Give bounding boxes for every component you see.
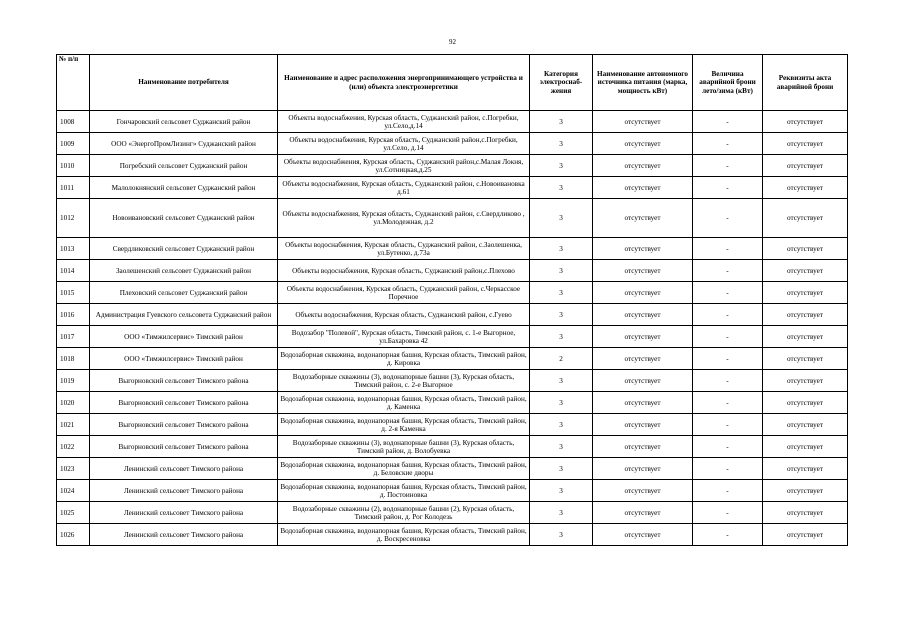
cell-reserve: - <box>693 458 763 480</box>
cell-num: 1013 <box>57 238 90 260</box>
cell-consumer: Ленинский сельсовет Тимского района <box>90 480 278 502</box>
cell-object: Объекты водоснабжения, Курская область, Суджанский район, с.Свердликово , ул.Молодежная, д.2 <box>278 199 530 238</box>
cell-object: Водозабор "Полевой", Курская область, Тимский район, с. 1-е Выгорное, ул.Бахаровка 42 <box>278 326 530 348</box>
cell-num: 1019 <box>57 370 90 392</box>
cell-object: Водозаборная скважина, водонапорная башня, Курская область, Тимский район, д. Каменка <box>278 392 530 414</box>
cell-object: Объекты водоснабжения, Курская область, Суджанский район, с.Черкасское Поречное <box>278 282 530 304</box>
cell-consumer: Выгорновский сельсовет Тимского района <box>90 392 278 414</box>
cell-act: отсутствует <box>763 199 848 238</box>
cell-consumer: Выгорновский сельсовет Тимского района <box>90 370 278 392</box>
table-row <box>57 282 848 304</box>
cell-source: отсутствует <box>593 304 693 326</box>
cell-object: Объекты водоснабжения, Курская область, Суджанский район, с.Новоивановка д.61 <box>278 177 530 199</box>
cell-act: отсутствует <box>763 436 848 458</box>
cell-category: 3 <box>530 436 593 458</box>
cell-reserve: - <box>693 155 763 177</box>
cell-act: отсутствует <box>763 414 848 436</box>
cell-num: 1020 <box>57 392 90 414</box>
table-row <box>57 260 848 282</box>
table-row <box>57 414 848 436</box>
table-row <box>57 370 848 392</box>
cell-object: Водозаборная скважина, водонапорная башня, Курская область, Тимский район, д. Воскресеновка <box>278 524 530 546</box>
cell-reserve: - <box>693 370 763 392</box>
table-row <box>57 326 848 348</box>
cell-source: отсутствует <box>593 177 693 199</box>
header-category: Категория электроснаб-жения <box>530 55 593 111</box>
cell-source: отсутствует <box>593 458 693 480</box>
table-row <box>57 238 848 260</box>
cell-num: 1009 <box>57 133 90 155</box>
cell-source: отсутствует <box>593 155 693 177</box>
table-row <box>57 392 848 414</box>
table-row <box>57 155 848 177</box>
table-row <box>57 480 848 502</box>
cell-consumer: Заолешенский сельсовет Суджанский район <box>90 260 278 282</box>
cell-num: 1023 <box>57 458 90 480</box>
cell-object: Объекты водоснабжения, Курская область, Суджанский район,с.Погребки, ул.Село, д.14 <box>278 133 530 155</box>
cell-num: 1015 <box>57 282 90 304</box>
cell-act: отсутствует <box>763 260 848 282</box>
header-source: Наименование автономного источника питания (марка, мощность кВт) <box>593 55 693 111</box>
cell-source: отсутствует <box>593 238 693 260</box>
cell-consumer: Выгорновский сельсовет Тимского района <box>90 414 278 436</box>
header-reserve: Величина аварийной брони лето/зима (кВт) <box>693 55 763 111</box>
cell-act: отсутствует <box>763 177 848 199</box>
cell-source: отсутствует <box>593 392 693 414</box>
cell-source: отсутствует <box>593 326 693 348</box>
cell-category: 3 <box>530 133 593 155</box>
cell-act: отсутствует <box>763 238 848 260</box>
cell-num: 1008 <box>57 111 90 133</box>
cell-consumer: ООО «Тимжилсервис» Тимский район <box>90 326 278 348</box>
cell-reserve: - <box>693 238 763 260</box>
cell-consumer: Администрация Гуевского сельсовета Суджанский район <box>90 304 278 326</box>
cell-consumer: Выгорновский сельсовет Тимского района <box>90 436 278 458</box>
cell-reserve: - <box>693 199 763 238</box>
cell-act: отсутствует <box>763 133 848 155</box>
cell-source: отсутствует <box>593 502 693 524</box>
cell-consumer: Погребский сельсовет Суджанский район <box>90 155 278 177</box>
cell-category: 3 <box>530 304 593 326</box>
cell-object: Водозаборная скважина, водонапорная башня, Курская область, Тимский район, д. Постоиновка <box>278 480 530 502</box>
cell-object: Объекты водоснабжения, Курская область, Суджанский район,с.Плехово <box>278 260 530 282</box>
cell-num: 1021 <box>57 414 90 436</box>
cell-source: отсутствует <box>593 260 693 282</box>
cell-source: отсутствует <box>593 348 693 370</box>
cell-num: 1011 <box>57 177 90 199</box>
table-row <box>57 111 848 133</box>
cell-object: Объекты водоснабжения, Курская область, Суджанский район,с.Малая Локня, ул.Сотницкая,д.25 <box>278 155 530 177</box>
cell-category: 3 <box>530 458 593 480</box>
cell-consumer: ООО «ЭнергоПромЛизинг» Суджанский район <box>90 133 278 155</box>
cell-consumer: Гончаровский сельсовет Суджанский район <box>90 111 278 133</box>
cell-category: 3 <box>530 414 593 436</box>
cell-consumer: Ленинский сельсовет Тимского района <box>90 458 278 480</box>
cell-num: 1024 <box>57 480 90 502</box>
cell-consumer: Ленинский сельсовет Тимского района <box>90 524 278 546</box>
cell-num: 1014 <box>57 260 90 282</box>
cell-act: отсутствует <box>763 282 848 304</box>
cell-source: отсутствует <box>593 199 693 238</box>
table-row <box>57 133 848 155</box>
table-row <box>57 458 848 480</box>
cell-category: 3 <box>530 502 593 524</box>
cell-reserve: - <box>693 480 763 502</box>
cell-reserve: - <box>693 436 763 458</box>
cell-object: Объекты водоснабжения, Курская область, Суджанский район, с.Заолешенка, ул.Бутенко, д.73а <box>278 238 530 260</box>
cell-source: отсутствует <box>593 111 693 133</box>
cell-category: 3 <box>530 282 593 304</box>
table-header-row <box>57 55 848 111</box>
cell-object: Водозаборные скважины (3), водонапорные башни (3), Курская область, Тимский район, с. 2-е Выгорное <box>278 370 530 392</box>
cell-act: отсутствует <box>763 326 848 348</box>
table-row <box>57 436 848 458</box>
cell-num: 1010 <box>57 155 90 177</box>
cell-category: 3 <box>530 199 593 238</box>
cell-object: Объекты водоснабжения, Курская область, Суджанский район, с.Гуево <box>278 304 530 326</box>
cell-reserve: - <box>693 111 763 133</box>
table-body <box>57 111 848 546</box>
cell-reserve: - <box>693 282 763 304</box>
cell-reserve: - <box>693 326 763 348</box>
cell-consumer: Малолокнянский сельсовет Суджанский район <box>90 177 278 199</box>
cell-consumer: Свердликовский сельсовет Суджанский район <box>90 238 278 260</box>
cell-source: отсутствует <box>593 282 693 304</box>
cell-num: 1012 <box>57 199 90 238</box>
cell-num: 1026 <box>57 524 90 546</box>
cell-act: отсутствует <box>763 304 848 326</box>
cell-category: 2 <box>530 348 593 370</box>
cell-reserve: - <box>693 502 763 524</box>
header-consumer: Наименование потребителя <box>90 55 278 111</box>
cell-reserve: - <box>693 304 763 326</box>
cell-category: 3 <box>530 480 593 502</box>
cell-act: отсутствует <box>763 524 848 546</box>
table-row <box>57 304 848 326</box>
cell-consumer: ООО «Тимжилсервис» Тимский район <box>90 348 278 370</box>
table-row <box>57 348 848 370</box>
cell-object: Водозаборная скважина, водонапорная башня, Курская область, Тимский район, д. Беловские дворы <box>278 458 530 480</box>
cell-num: 1017 <box>57 326 90 348</box>
cell-category: 3 <box>530 524 593 546</box>
header-num: № п/п <box>57 55 90 111</box>
cell-consumer: Новоивановский сельсовет Суджанский район <box>90 199 278 238</box>
cell-reserve: - <box>693 524 763 546</box>
cell-num: 1025 <box>57 502 90 524</box>
energy-reserve-table <box>56 54 848 546</box>
page-number: 92 <box>449 38 456 46</box>
cell-consumer: Ленинский сельсовет Тимского района <box>90 502 278 524</box>
cell-reserve: - <box>693 177 763 199</box>
cell-reserve: - <box>693 133 763 155</box>
cell-category: 3 <box>530 260 593 282</box>
cell-object: Водозаборные скважины (3), водонапорные башни (3), Курская область, Тимский район, д. Волобуевка <box>278 436 530 458</box>
cell-source: отсутствует <box>593 480 693 502</box>
cell-num: 1016 <box>57 304 90 326</box>
cell-source: отсутствует <box>593 370 693 392</box>
cell-category: 3 <box>530 238 593 260</box>
cell-category: 3 <box>530 155 593 177</box>
cell-act: отсутствует <box>763 370 848 392</box>
cell-act: отсутствует <box>763 155 848 177</box>
cell-category: 3 <box>530 177 593 199</box>
cell-reserve: - <box>693 260 763 282</box>
cell-object: Водозаборная скважина, водонапорная башня, Курская область, Тимский район, д. 2-я Каменка <box>278 414 530 436</box>
cell-object: Объекты водоснабжения, Курская область, Суджанский район, с.Погребки, ул.Село,д.14 <box>278 111 530 133</box>
header-act: Реквизиты акта аварийной брони <box>763 55 848 111</box>
cell-source: отсутствует <box>593 436 693 458</box>
cell-act: отсутствует <box>763 458 848 480</box>
table-row <box>57 177 848 199</box>
cell-source: отсутствует <box>593 414 693 436</box>
cell-act: отсутствует <box>763 348 848 370</box>
cell-source: отсутствует <box>593 524 693 546</box>
table-row <box>57 502 848 524</box>
cell-num: 1022 <box>57 436 90 458</box>
cell-consumer: Плеховский сельсовет Суджанский район <box>90 282 278 304</box>
cell-category: 3 <box>530 111 593 133</box>
cell-source: отсутствует <box>593 133 693 155</box>
cell-reserve: - <box>693 414 763 436</box>
cell-num: 1018 <box>57 348 90 370</box>
table-row <box>57 524 848 546</box>
cell-category: 3 <box>530 370 593 392</box>
cell-object: Водозаборные скважины (2), водонапорные башни (2), Курская область, Тимский район, д. Рог Колодезь <box>278 502 530 524</box>
cell-act: отсутствует <box>763 392 848 414</box>
cell-act: отсутствует <box>763 502 848 524</box>
cell-reserve: - <box>693 348 763 370</box>
cell-act: отсутствует <box>763 111 848 133</box>
cell-category: 3 <box>530 392 593 414</box>
table-row <box>57 199 848 238</box>
cell-act: отсутствует <box>763 480 848 502</box>
cell-object: Водозаборная скважина, водонапорная башня, Курская область, Тимский район, д. Кировка <box>278 348 530 370</box>
cell-category: 3 <box>530 326 593 348</box>
header-object: Наименование и адрес расположения энергопринимающего устройства и (или) объекта электроэнергетики <box>278 55 530 111</box>
cell-reserve: - <box>693 392 763 414</box>
